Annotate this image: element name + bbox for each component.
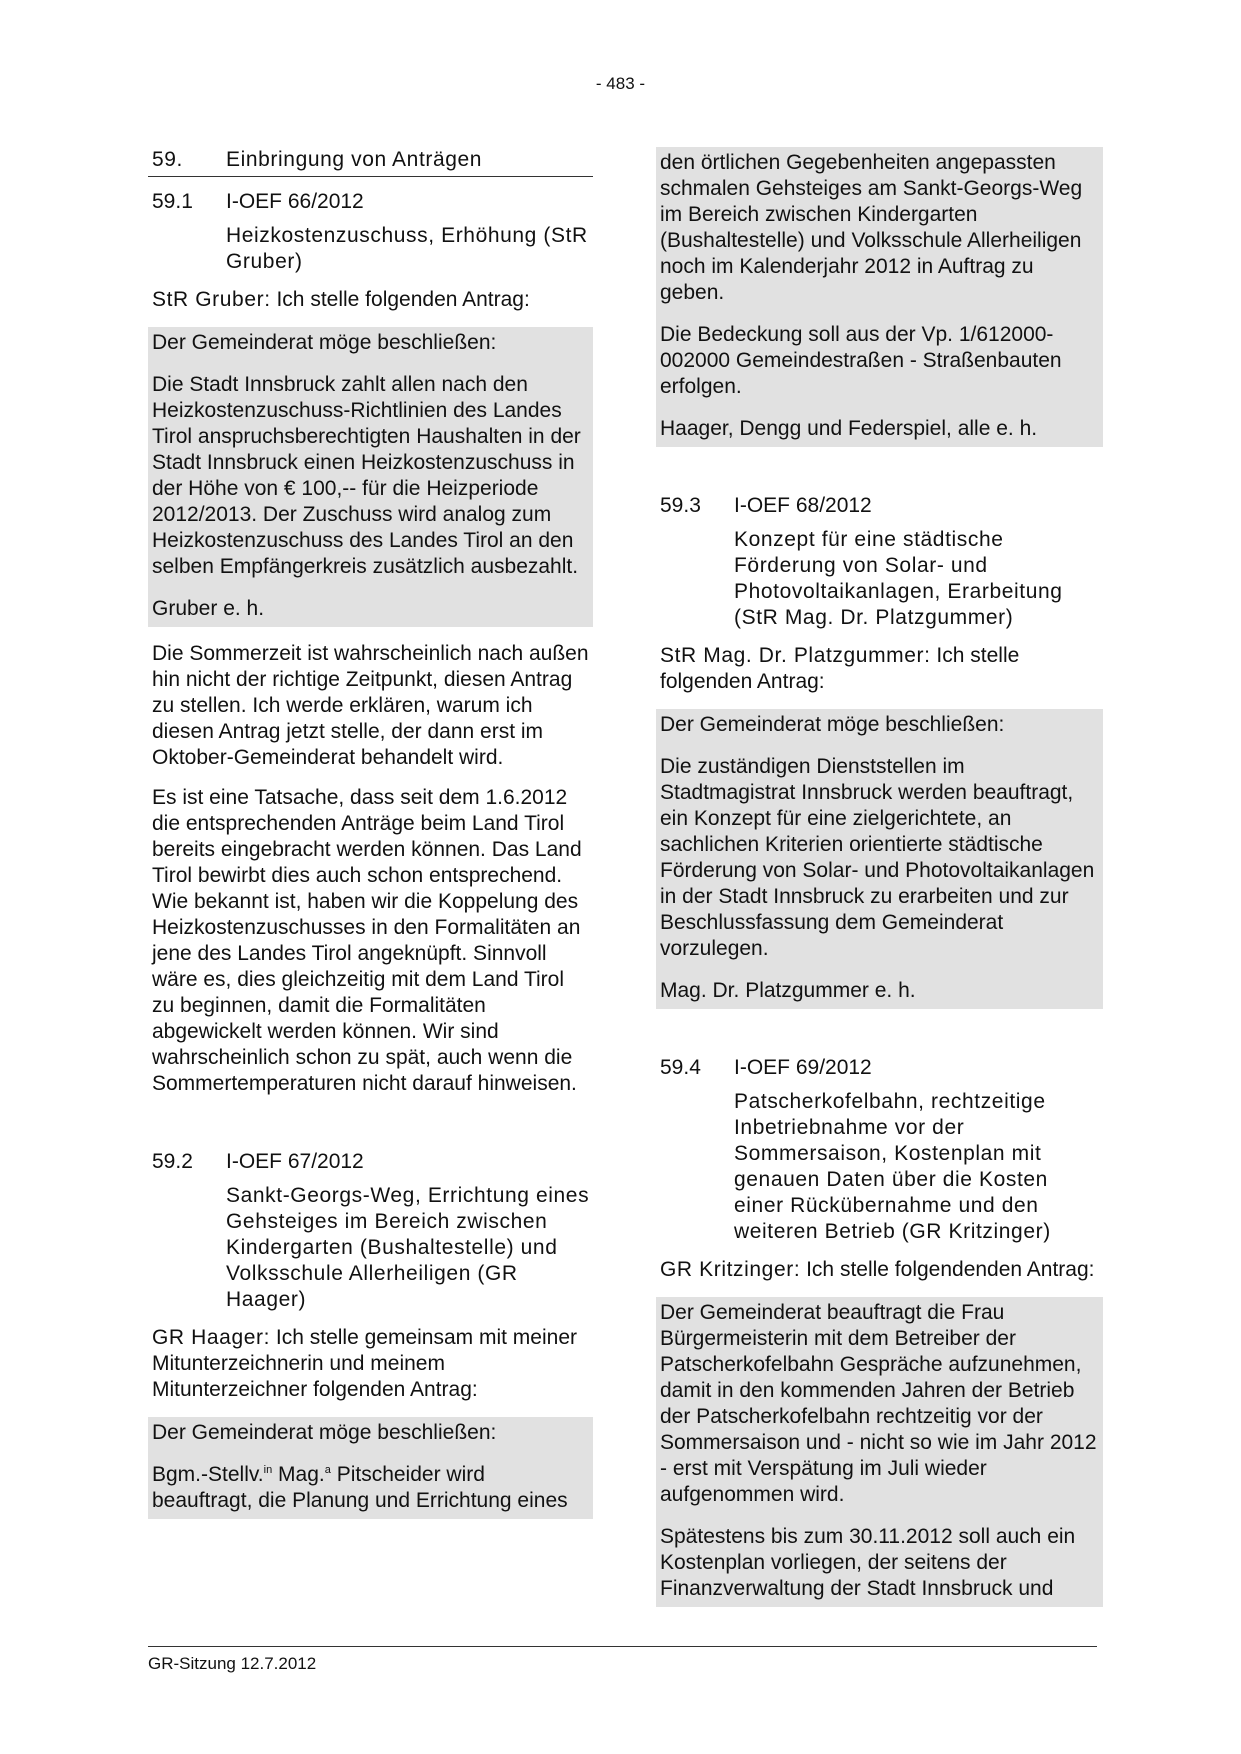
motion-signature: Mag. Dr. Platzgummer e. h. [660, 979, 916, 1002]
speaker-line [656, 1257, 1103, 1283]
spacer [656, 447, 1103, 493]
section-title: Einbringung von Anträgen [226, 148, 483, 171]
item-number: 59.3 [660, 494, 701, 517]
item-reference: I-OEF 66/2012 [226, 190, 364, 213]
item-reference: I-OEF 69/2012 [734, 1056, 872, 1079]
speaker-name: StR Gruber: [152, 288, 271, 311]
section-heading [148, 147, 593, 177]
motion-box [656, 1297, 1103, 1607]
motion-box [148, 1417, 593, 1519]
motion-text: Spätestens bis zum 30.11.2012 soll auch ein Kostenplan vorliegen, der seitens der Finanzverwaltung der Stadt Innsbruck und [660, 1525, 1076, 1600]
speaker-line [656, 643, 1103, 695]
motion-intro: Der Gemeinderat möge beschließen: [660, 713, 1005, 736]
speaker-text: Ich stelle folgenden Antrag: [660, 644, 1020, 693]
item-number: 59.2 [152, 1150, 193, 1173]
speaker-line [148, 1325, 593, 1403]
motion-box [148, 327, 593, 627]
speaker-text: Ich stelle gemeinsam mit meiner Mitunterzeichnerin und meinem Mitunterzeichner folgenden Antrag: [152, 1326, 577, 1401]
item-heading-59-3 [656, 493, 1103, 519]
superscript: in [263, 1464, 273, 1476]
item-heading-59-1 [148, 189, 593, 215]
right-column [656, 147, 1103, 1607]
item-reference: I-OEF 68/2012 [734, 494, 872, 517]
motion-coverage: Die Bedeckung soll aus der Vp. 1/612000-002000 Gemeindestraßen - Straßenbauten erfolgen. [660, 323, 1062, 398]
speaker-text: Ich stelle folgenden Antrag: [270, 288, 530, 311]
motion-text-part: Pitscheider wird beauftragt, die Planung und Errichtung eines [152, 1463, 568, 1512]
motion-text: Die zuständigen Dienststellen im Stadtmagistrat Innsbruck werden beauftragt, ein Konzept für eine zielgerichtete, an sachlichen Kriterien orientierte städtische Förderung von Solar- und Photovoltaikanlagen in der Stadt Innsbruck zu erarbeiten und zur Beschlussfassung dem Gemeinderat vorzulegen. [660, 755, 1095, 960]
speaker-line [148, 287, 593, 313]
item-subject: Sankt-Georgs-Weg, Errichtung eines Gehsteiges im Bereich zwischen Kindergarten (Bushaltestelle) und Volksschule Allerheiligen (GR Haager) [226, 1184, 590, 1311]
item-number: 59.4 [660, 1056, 701, 1079]
speaker-name: StR Mag. Dr. Platzgummer: [660, 644, 931, 667]
item-subject: Patscherkofelbahn, rechtzeitige Inbetriebnahme vor der Sommersaison, Kostenplan mit genauen Daten über die Kosten einer Rückübernahme und den weiteren Betrieb (GR Kritzinger) [734, 1090, 1051, 1243]
motion-box-continued [656, 147, 1103, 447]
item-heading-59-2 [148, 1149, 593, 1175]
motion-text: Der Gemeinderat beauftragt die Frau Bürgermeisterin mit dem Betreiber der Patscherkofelbahn Gespräche aufzunehmen, damit in den kommenden Jahren der Betrieb der Patscherkofelbahn rechtzeitig vor der Sommersaison und - nicht so wie im Jahr 2012 - erst mit Verspätung im Juli wieder aufgenommen wird. [660, 1301, 1097, 1506]
footer: GR-Sitzung 12.7.2012 [148, 1654, 317, 1673]
motion-text [148, 1459, 593, 1519]
footer-divider [148, 1646, 1097, 1647]
motion-text-part: Mag. [272, 1463, 325, 1486]
item-subject: Heizkostenzuschuss, Erhöhung (StR Gruber) [226, 224, 588, 273]
paragraph: Es ist eine Tatsache, dass seit dem 1.6.2012 die entsprechenden Anträge beim Land Tirol bereits eingebracht werden können. Das Land Tirol bewirbt dies auch schon entsprechend. Wie bekannt ist, haben wir die Koppelung des Heizkostenzuschusses in den Formalitäten an jene des Landes Tirol angeknüpft. Sinnvoll wäre es, dies gleichzeitig mit dem Land Tirol zu beginnen, damit die Formalitäten abgewickelt werden können. Wir sind wahrscheinlich schon zu spät, auch wenn die Sommertemperaturen nicht darauf hinweisen. [152, 786, 582, 1095]
speaker-name: GR Haager: [152, 1326, 271, 1349]
motion-box [656, 709, 1103, 1009]
motion-signature: Haager, Dengg und Federspiel, alle e. h. [660, 417, 1038, 440]
motion-text: den örtlichen Gegebenheiten angepassten schmalen Gehsteiges am Sankt-Georgs-Weg im Bereich zwischen Kindergarten (Bushaltestelle) und Volksschule Allerheiligen noch im Kalenderjahr 2012 in Auftrag zu geben. [660, 151, 1083, 304]
item-number: 59.1 [152, 190, 193, 213]
section-number: 59. [152, 148, 183, 171]
motion-text-part: Bgm.-Stellv. [152, 1463, 264, 1486]
motion-text: Die Stadt Innsbruck zahlt allen nach den Heizkostenzuschuss-Richtlinien des Landes Tirol anspruchsberechtigten Haushalten in der Stadt Innsbruck einen Heizkostenzuschuss in der Höhe von € 100,-- für die Heizperiode 2012/2013. Der Zuschuss wird analog zum Heizkostenzuschuss des Landes Tirol an den selben Empfängerkreis zusätzlich ausbezahlt. [152, 373, 581, 578]
item-subject: Konzept für eine städtische Förderung von Solar- und Photovoltaikanlagen, Erarbeitung (StR Mag. Dr. Platzgummer) [734, 528, 1063, 629]
spacer [148, 1111, 593, 1149]
left-column [148, 147, 593, 1519]
item-heading-59-4 [656, 1055, 1103, 1081]
motion-intro: Der Gemeinderat möge beschließen: [152, 1421, 497, 1444]
motion-intro: Der Gemeinderat möge beschließen: [152, 331, 497, 354]
superscript: a [324, 1464, 331, 1476]
speaker-text: Ich stelle folgendenden Antrag: [800, 1258, 1095, 1281]
motion-signature: Gruber e. h. [152, 597, 265, 620]
spacer [656, 1009, 1103, 1055]
page-number: - 483 - [595, 74, 646, 93]
item-reference: I-OEF 67/2012 [226, 1150, 364, 1173]
speaker-name: GR Kritzinger: [660, 1258, 801, 1281]
paragraph: Die Sommerzeit ist wahrscheinlich nach außen hin nicht der richtige Zeitpunkt, diesen Antrag zu stellen. Ich werde erklären, warum ich diesen Antrag jetzt stelle, der dann erst im Oktober-Gemeinderat behandelt wird. [152, 642, 589, 769]
